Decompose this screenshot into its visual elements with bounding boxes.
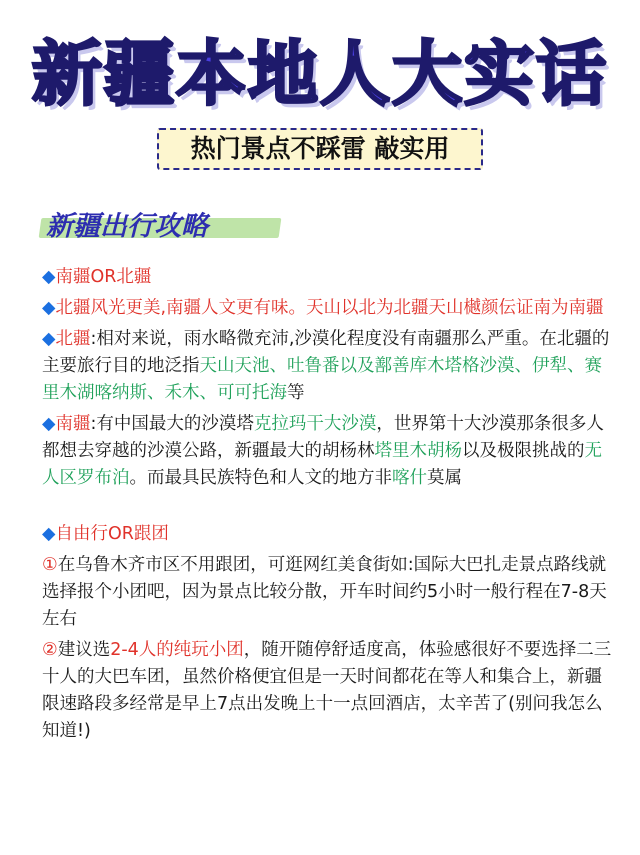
- south-text-5: 莫属: [427, 468, 462, 488]
- north-destinations: 天山天池、吐鲁番以及鄯善库木塔格沙漠、伊犁、赛里木湖喀纳斯、禾木、可可托海: [42, 356, 602, 403]
- south-highlight-lopnur: 无人区罗布泊: [42, 441, 602, 488]
- south-highlight-desert: 克拉玛干大沙漠: [253, 414, 377, 434]
- article-body: [42, 264, 612, 749]
- south-text-2: ，世界第十大沙漠那条很多人都想去穿越的沙漠公路，新疆最大的胡杨林: [42, 414, 604, 461]
- topic-label: 南疆OR北疆: [55, 267, 152, 287]
- tip-2-text-2: ，随开随停舒适度高，体验感很好不要选择二三十人的大巴车团，虽然价格便宜但是一天时间都花在等人和集合上，新疆限速路段多经常是早上7点出发晚上十一点回酒店，太辛苦了(别问我怎么知道!): [42, 640, 612, 741]
- diamond-bullet-icon: ◆: [42, 267, 56, 287]
- topic-label-2: 自由行OR跟团: [55, 524, 169, 544]
- subtitle-text: 热门景点不踩雷 敲实用: [190, 134, 450, 163]
- paragraph-north-xinjiang: [42, 326, 612, 407]
- subtitle-banner: [157, 128, 483, 170]
- section-heading-text: 新疆出行攻略: [46, 211, 208, 242]
- paragraph-overview: [42, 295, 612, 322]
- north-label: 北疆: [55, 329, 91, 349]
- south-text-4: 。而最具民族特色和人文的地方非: [129, 468, 392, 488]
- tip-2-text-1: 建议选: [57, 640, 111, 660]
- paragraph-tip-2: [42, 637, 612, 745]
- paragraph-south-xinjiang: [42, 411, 612, 492]
- south-label: 南疆: [55, 414, 91, 434]
- north-text: :相对来说，雨水略微充沛,沙漠化程度没有南疆那么严重。在北疆的主要旅行目的地泛指: [42, 329, 610, 376]
- diamond-bullet-icon: ◆: [42, 329, 56, 349]
- north-text-end: 等: [287, 383, 305, 403]
- diamond-bullet-icon: ◆: [42, 298, 56, 318]
- south-text-1: :有中国最大的沙漠塔: [90, 414, 254, 434]
- south-text-3: 以及极限挑战的: [462, 441, 585, 461]
- tip-2-highlight: 2-4人的纯玩小团: [110, 640, 244, 660]
- diamond-bullet-icon: ◆: [42, 524, 56, 544]
- south-highlight-poplar: 塔里木胡杨: [374, 441, 462, 461]
- page-title: 新疆本地人大实话: [32, 33, 608, 115]
- overview-text: 北疆风光更美,南疆人文更有味。天山以北为北疆天山樾颜伝证南为南疆: [55, 298, 604, 318]
- paragraph-self-or-tour: [42, 521, 612, 548]
- circled-number-2: ②: [42, 640, 58, 660]
- diamond-bullet-icon: ◆: [42, 414, 56, 434]
- spacer: [42, 496, 612, 521]
- tip-1-text: 在乌鲁木齐市区不用跟团，可逛网红美食街如:国际大巴扎走景点路线就选择报个小团吧，因为景点比较分散，开车时间约5小时一般行程在7-8天左右: [42, 555, 607, 629]
- paragraph-south-or-north: [42, 264, 612, 291]
- section-heading: [40, 200, 280, 246]
- south-highlight-kashgar: 喀什: [392, 468, 427, 488]
- paragraph-tip-1: [42, 552, 612, 633]
- circled-number-1: ①: [42, 555, 58, 575]
